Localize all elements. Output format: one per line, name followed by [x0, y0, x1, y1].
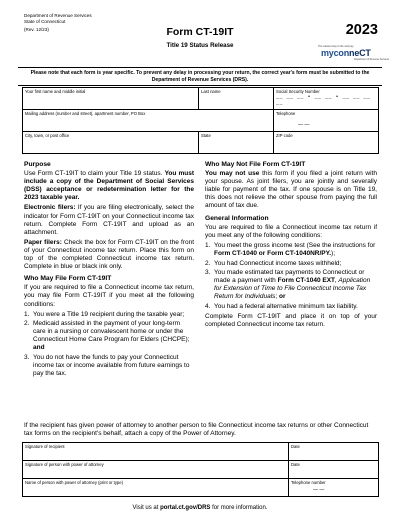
logo-tagline: The easiest way to file and pay [318, 45, 354, 48]
ssn-slots: __ __ __ • __ __ • __ __ __ __ [276, 94, 371, 106]
recipient-date-field[interactable]: Date [289, 443, 379, 461]
logo-wordmark: myconneCT [321, 48, 371, 58]
divider [18, 67, 382, 68]
form-title: Form CT-19IT [166, 26, 234, 38]
poa-telephone-field[interactable]: Telephone number — — [289, 479, 379, 497]
who-may-not-file-heading: Who May Not File Form CT-19IT [205, 161, 306, 168]
ssn-field[interactable]: Social Security Number __ __ __ • __ __ • __ __ __ __ [274, 88, 379, 110]
list-item: 1. You meet the gross income test (See the instructions for Form CT-1040 or Form CT-1040NR/PY.); [205, 241, 376, 257]
phone-slots: — — [298, 122, 310, 128]
power-of-attorney-note: If the recipient has given power of attorney to another person to file Connecticut income tax returns or other Connecticut tax forms on the recipient's behalf, attach a copy of the Power of Attorney. [24, 422, 369, 438]
general-information-closing: Complete Form CT-19IT and place it on top of your completed Connecticut income tax return. [205, 313, 377, 329]
poa-signature-field[interactable]: Signature of person with power of attorney [23, 461, 289, 479]
telephone-field[interactable]: Telephone — — [274, 110, 379, 132]
agency-line: Department of Revenue Services [24, 13, 92, 18]
paper-filers-paragraph: Paper filers: Check the box for Form CT-19IT on the front of your Connecticut income tax return. Place this form on top of the completed Connecticut income tax return. Complete in blue or black ink only. [24, 238, 194, 271]
poa-date-field[interactable]: Date [289, 461, 379, 479]
list-item: 4. You had a federal alternative minimum tax liability. [205, 303, 358, 310]
form-subtitle: Title 19 Status Release [166, 42, 234, 49]
list-item: 2. Medicaid assisted in the payment of your long-term care in a nursing or convalescent home or under the Connecticut Home Care Program for Elders (CHCPE); and [24, 320, 190, 352]
revision-date: (Rev. 12/23) [24, 27, 49, 32]
portal-link[interactable]: portal.ct.gov/DRS [160, 505, 211, 511]
who-may-not-file-paragraph: You may not use this form if you filed a joint return with your spouse. As joint filers, you are jointly and severally liable for payment of the tax. If one spouse is on Title 19, this does not relieve the other spouse from paying the full amount of tax due. [205, 170, 377, 210]
year-notice: Please note that each form is year specific. To prevent any delay in processing your return, the correct year's form must be submitted to the Department of Revenue Services (DRS). [30, 70, 370, 83]
general-information-intro: You are required to file a Connecticut income tax return if you meet any of the following conditions: [205, 223, 377, 239]
purpose-paragraph: Use Form CT-19IT to claim your Title 19 status. You must include a copy of the Department of Social Services (DSS) acceptance or redetermination letter for the 2023 taxable year. [24, 170, 194, 202]
agency-line: State of Connecticut [24, 19, 66, 24]
list-item: 3. You made estimated tax payments to Connecticut or made a payment with Form CT-1040 EXT, Application for Extension of Time to File Connecticut Income Tax Return for Individuals; or [205, 269, 371, 301]
zip-field[interactable]: ZIP code [274, 132, 379, 154]
list-item: 1. You were a Title 19 recipient during the taxable year; [24, 310, 185, 318]
instructions-right-column [205, 161, 377, 331]
last-name-field[interactable]: Last name [199, 88, 274, 110]
logo-sub: Department of Revenue Services [354, 58, 390, 61]
signature-table [22, 442, 379, 497]
taxpayer-info-table [22, 87, 379, 154]
list-item: 3. You do not have the funds to pay your Connecticut income tax or income available from future earnings to pay the tax. [24, 354, 190, 378]
purpose-heading: Purpose [24, 161, 51, 168]
general-information-list [205, 242, 377, 311]
city-field[interactable]: City, town, or post office [23, 132, 199, 154]
poa-name-field[interactable]: Name of person with power of attorney (print or type) [23, 479, 289, 497]
who-may-file-list [24, 311, 194, 379]
myconnect-logo [318, 44, 390, 62]
first-name-field[interactable]: Your first name and middle initial [23, 88, 199, 110]
tax-year: 2023 [345, 22, 378, 38]
divider [18, 85, 382, 86]
electronic-filers-paragraph: Electronic filers: If you are filing electronically, select the indicator for Form CT-19IT on your Connecticut income tax return. Complete Form CT-19IT and upload as an attachment. [24, 204, 194, 236]
who-may-file-heading: Who May File Form CT-19IT [24, 275, 112, 283]
recipient-signature-field[interactable]: Signature of recipient [23, 443, 289, 461]
who-may-file-intro: If you are required to file a Connecticut income tax return, you may file Form CT-19IT if you meet all the following conditions: [24, 284, 194, 308]
list-item: 2. You had Connecticut income taxes withheld; [205, 259, 342, 267]
general-information-heading: General Information [205, 214, 269, 222]
instructions-left-column [24, 161, 194, 380]
state-field[interactable]: State [199, 132, 274, 154]
footer: Visit us at portal.ct.gov/DRS for more information. [132, 505, 268, 511]
address-field[interactable]: Mailing address (number and street), apartment number, PO Box [23, 110, 274, 132]
phone-slots: — — [313, 487, 325, 493]
